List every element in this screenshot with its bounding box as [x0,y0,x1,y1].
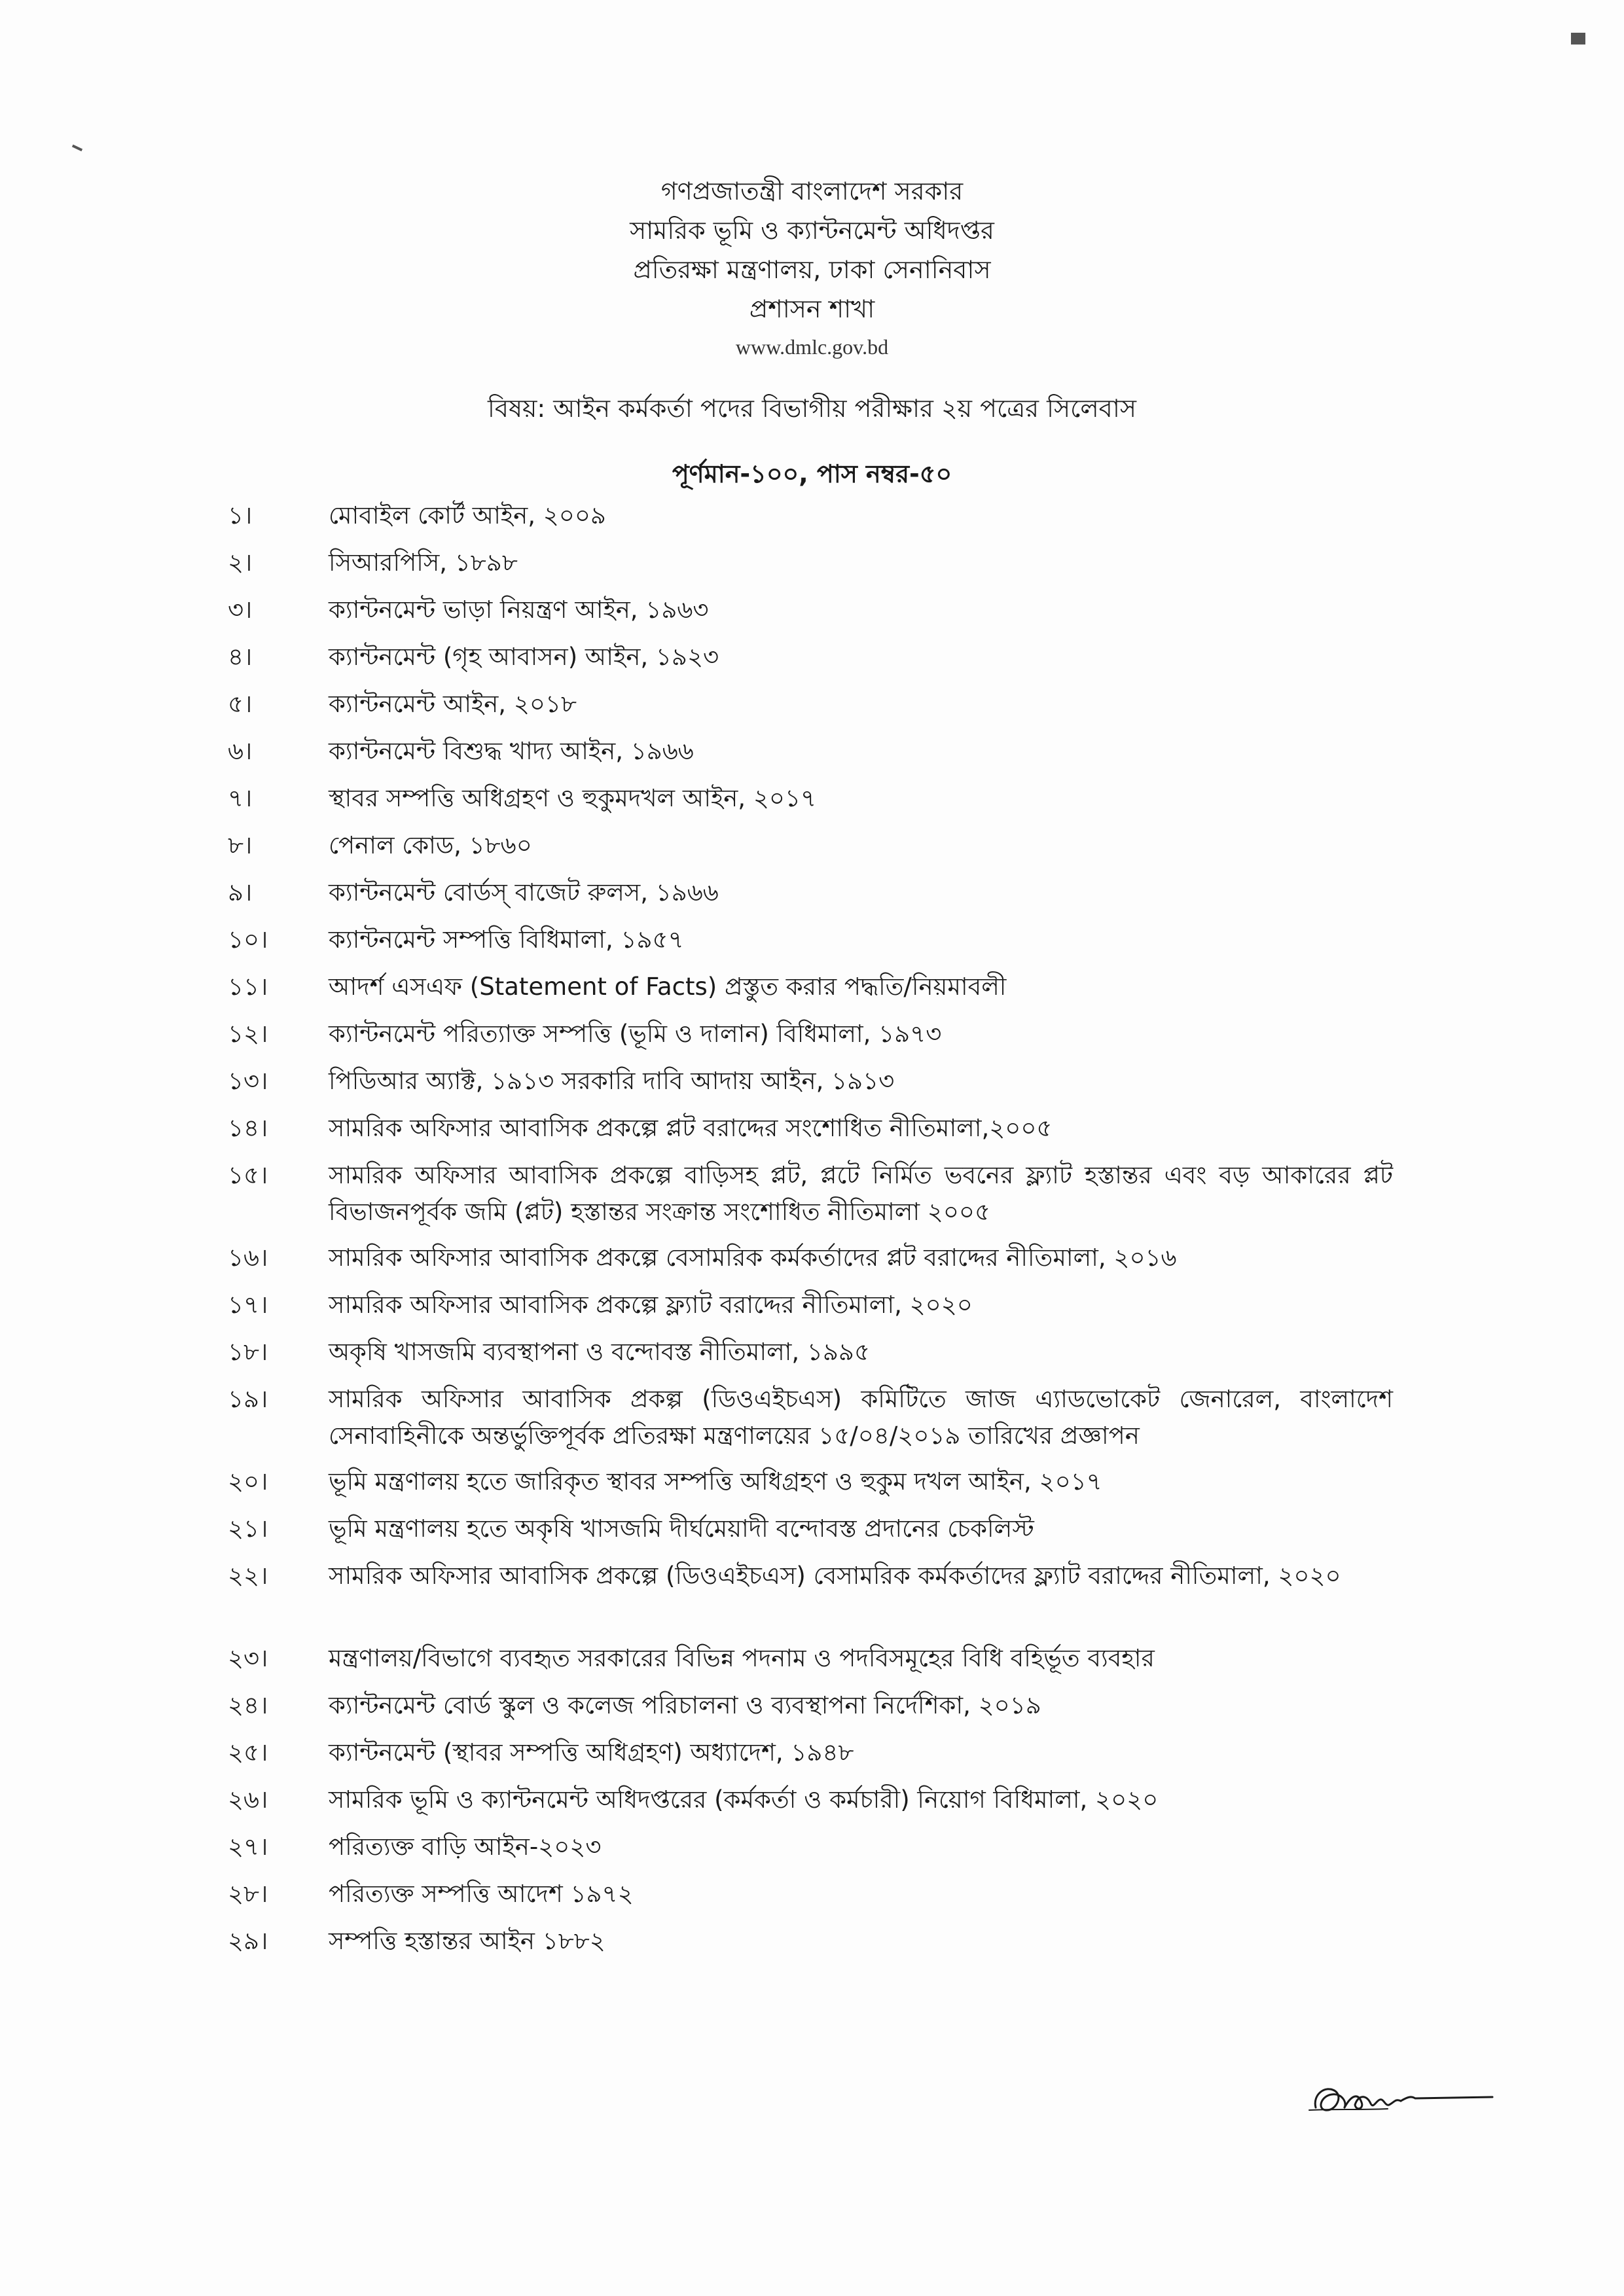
item-number: ১৭। [228,1291,268,1319]
list-item [228,922,1393,969]
syllabus-list [228,497,1393,1970]
item-text: আদর্শ এসএফ (Statement of Facts) প্রস্তুত করার পদ্ধতি/নিয়মাবলী [329,973,1007,1001]
item-number: ১০। [228,925,268,954]
list-item [228,1734,1393,1782]
item-text: ক্যান্টনমেন্ট ভাড়া নিয়ন্ত্রণ আইন, ১৯৬৩ [329,596,709,624]
item-text: ক্যান্টনমেন্ট বোর্ড স্কুল ও কলেজ পরিচালনা ও ব্যবস্থাপনা নির্দেশিকা, ২০১৯ [329,1691,1041,1719]
list-item [228,1381,1393,1463]
list-item [228,874,1393,922]
subject-line: বিষয়: আইন কর্মকর্তা পদের বিভাগীয় পরীক্ষার ২য় পত্রের সিলেবাস [488,394,1136,423]
list-item [228,1511,1393,1558]
list-item [228,1157,1393,1240]
item-text: অকৃষি খাসজমি ব্যবস্থাপনা ও বন্দোবস্ত নীতিমালা, ১৯৯৫ [329,1338,870,1366]
list-item [228,827,1393,874]
item-text: ক্যান্টনমেন্ট বিশুদ্ধ খাদ্য আইন, ১৯৬৬ [329,737,694,765]
item-text: ক্যান্টনমেন্ট বোর্ডস্ বাজেট রুলস, ১৯৬৬ [329,878,719,906]
letterhead [0,171,1624,365]
item-number: ৯। [228,878,253,906]
marks-line: পূর্ণমান-১০০, পাস নম্বর-৫০ [672,459,952,488]
item-text: ভূমি মন্ত্রণালয় হতে জারিকৃত স্থাবর সম্পত্তি অধিগ্রহণ ও হুকুম দখল আইন, ২০১৭ [329,1467,1102,1496]
item-number: ২৭। [228,1833,268,1861]
list-item [228,1923,1393,1970]
department-name: সামরিক ভূমি ও ক্যান্টনমেন্ট অধিদপ্তর [630,216,994,245]
item-number: ২৩। [228,1644,268,1672]
list-item [228,733,1393,780]
list-item [228,1463,1393,1511]
item-text: সামরিক অফিসার আবাসিক প্রকল্পে বাড়িসহ প্লট, প্লটে নির্মিত ভবনের ফ্ল্যাট হস্তান্তর এবং বড় আকারের প্লট বিভাজনপূর্বক জমি (প্লট) হস্তান্তর সংক্রান্ত সংশোধিত নীতিমালা ২০০৫ [329,1161,1393,1226]
item-text: সামরিক ভূমি ও ক্যান্টনমেন্ট অধিদপ্তরের (কর্মকর্তা ও কর্মচারী) নিয়োগ বিধিমালা, ২০২০ [329,1785,1159,1814]
item-text: পিডিআর অ্যাক্ট, ১৯১৩ সরকারি দাবি আদায় আইন, ১৯১৩ [329,1067,895,1095]
item-number: ২১। [228,1515,268,1543]
item-number: ৪। [228,643,253,671]
item-text: মোবাইল কোর্ট আইন, ২০০৯ [329,501,606,529]
branch-name: প্রশাসন শাখা [749,295,875,323]
list-item [228,1016,1393,1063]
item-number: ২৬। [228,1785,268,1814]
list-item [228,1110,1393,1157]
list-item [228,1829,1393,1876]
item-text: ক্যান্টনমেন্ট (গৃহ আবাসন) আইন, ১৯২৩ [329,643,719,671]
item-number: ১১। [228,973,268,1001]
item-text: ক্যান্টনমেন্ট (স্থাবর সম্পত্তি অধিগ্রহণ) অধ্যাদেশ, ১৯৪৮ [329,1738,854,1767]
list-item [228,1687,1393,1734]
item-number: ২০। [228,1467,268,1496]
list-item [228,1782,1393,1829]
scan-speck [72,145,82,151]
item-text: সিআরপিসি, ১৮৯৮ [329,548,518,577]
list-item [228,780,1393,827]
list-item [228,1876,1393,1923]
item-number: ২৪। [228,1691,268,1719]
item-text: ভূমি মন্ত্রণালয় হতে অকৃষি খাসজমি দীর্ঘমেয়াদী বন্দোবস্ত প্রদানের চেকলিস্ট [329,1515,1034,1543]
website-url: www.dmlc.gov.bd [735,335,889,359]
item-number: ১৮। [228,1338,268,1366]
item-number: ১৩। [228,1067,268,1095]
item-text: ক্যান্টনমেন্ট আইন, ২০১৮ [329,690,577,718]
government-name: গণপ্রজাতন্ত্রী বাংলাদেশ সরকার [660,177,964,206]
item-number: ৬। [228,737,253,765]
list-item [228,969,1393,1016]
list-item [228,1334,1393,1381]
list-item [228,1240,1393,1287]
item-number: ১৪। [228,1114,268,1142]
item-number: ২৫। [228,1738,268,1767]
item-number: ১২। [228,1020,268,1048]
list-item [228,1063,1393,1110]
item-text: ক্যান্টনমেন্ট পরিত্যাক্ত সম্পত্তি (ভূমি ও দালান) বিধিমালা, ১৯৭৩ [329,1020,942,1048]
item-text: সামরিক অফিসার আবাসিক প্রকল্পে ফ্ল্যাট বরাদ্দের নীতিমালা, ২০২০ [329,1291,973,1319]
item-text: মন্ত্রণালয়/বিভাগে ব্যবহৃত সরকারের বিভিন্ন পদনাম ও পদবিসমূহের বিধি বহির্ভূত ব্যবহার [329,1644,1155,1672]
item-text: সম্পত্তি হস্তান্তর আইন ১৮৮২ [329,1927,605,1955]
item-number: ২২। [228,1562,268,1590]
item-number: ৫। [228,690,253,718]
handwritten-signature [1296,2055,1519,2134]
item-number: ২৯। [228,1927,268,1955]
item-text: স্থাবর সম্পত্তি অধিগ্রহণ ও হুকুমদখল আইন, ২০১৭ [329,784,817,812]
list-item [228,686,1393,733]
item-text: সামরিক অফিসার আবাসিক প্রকল্প (ডিওএইচএস) কমিটিতে জাজ এ্যাডভোকেট জেনারেল, বাংলাদেশ সেনাবাহিনীকে অন্তর্ভুক্তিপূর্বক প্রতিরক্ষা মন্ত্রণালয়ের ১৫/০৪/২০১৯ তারিখের প্রজ্ঞাপন [329,1385,1393,1450]
item-text: পেনাল কোড, ১৮৬০ [329,831,532,859]
ministry-name: প্রতিরক্ষা মন্ত্রণালয়, ঢাকা সেনানিবাস [633,255,991,284]
item-number: ৩। [228,596,253,624]
item-number: ১। [228,501,253,529]
list-item [228,545,1393,592]
list-item [228,592,1393,639]
item-number: ২৮। [228,1880,268,1908]
item-number: ১৯। [228,1385,268,1413]
item-text: ক্যান্টনমেন্ট সম্পত্তি বিধিমালা, ১৯৫৭ [329,925,684,954]
list-item [228,497,1393,545]
item-number: ৮। [228,831,253,859]
list-item [228,1287,1393,1334]
item-text: পরিত্যক্ত সম্পত্তি আদেশ ১৯৭২ [329,1880,634,1908]
item-text: সামরিক অফিসার আবাসিক প্রকল্পে (ডিওএইচএস) বেসামরিক কর্মকর্তাদের ফ্ল্যাট বরাদ্দের নীতিমালা, ২০২০ [329,1562,1341,1590]
list-item [228,1640,1393,1687]
item-number: ২। [228,548,253,577]
item-text: পরিত্যক্ত বাড়ি আইন-২০২৩ [329,1833,602,1861]
item-text: সামরিক অফিসার আবাসিক প্রকল্পে বেসামরিক কর্মকর্তাদের প্লট বরাদ্দের নীতিমালা, ২০১৬ [329,1244,1177,1272]
list-item [228,639,1393,686]
item-number: ১৫। [228,1161,268,1189]
signature-icon [1296,2055,1519,2134]
item-number: ১৬। [228,1244,268,1272]
item-number: ৭। [228,784,253,812]
list-item [228,1558,1393,1640]
item-text: সামরিক অফিসার আবাসিক প্রকল্পে প্লট বরাদ্দের সংশোধিত নীতিমালা,২০০৫ [329,1114,1053,1142]
scan-speck [1571,33,1585,45]
